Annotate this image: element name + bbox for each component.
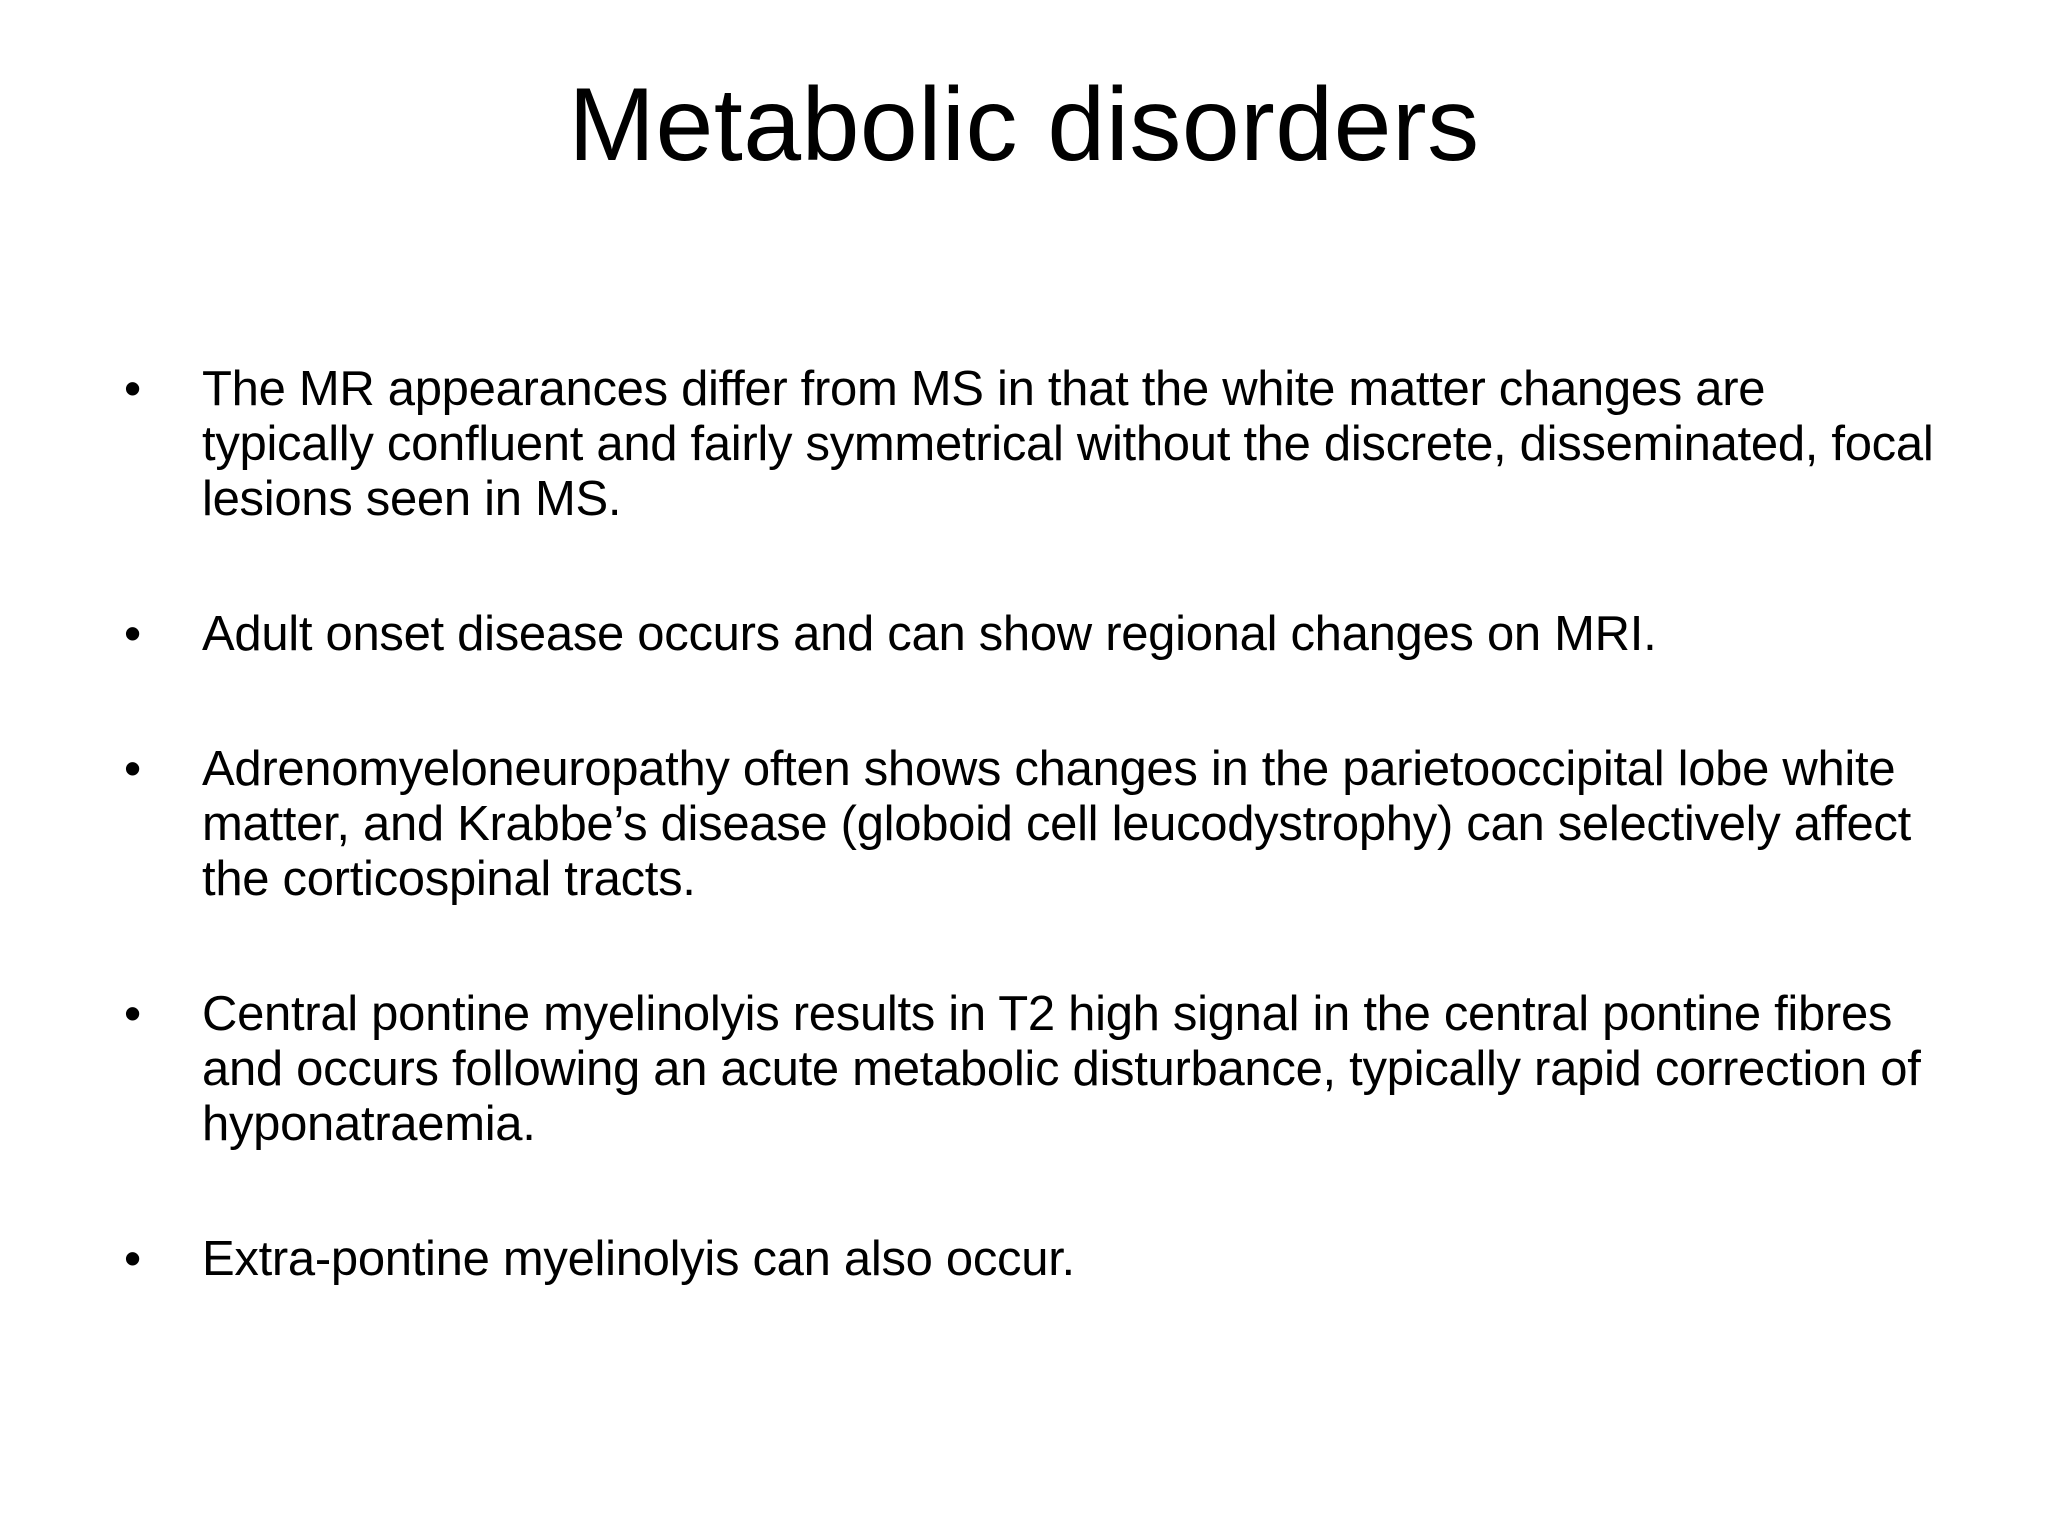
- bullet-text: Central pontine myelinolyis results in T2 high signal in the central pontine fibres and occurs following an acute metabolic disturbance, typically rapid correction of hyponatraemia.: [202, 987, 1921, 1151]
- bullet-item: [120, 1232, 1950, 1287]
- bullet-dot-icon: •: [124, 362, 141, 416]
- bullet-text: Adrenomyeloneuropathy often shows changes in the parietooccipital lobe white matter, and Krabbe’s disease (globoid cell leucodystrophy) can selectively affect the corticospinal tracts.: [202, 742, 1911, 906]
- bullet-item: [120, 362, 1950, 527]
- bullet-dot-icon: •: [124, 607, 141, 661]
- bullet-dot-icon: •: [124, 742, 141, 796]
- bullet-item: [120, 987, 1950, 1152]
- bullet-dot-icon: •: [124, 987, 141, 1041]
- bullet-list: [120, 362, 1950, 1367]
- bullet-item: [120, 607, 1950, 662]
- bullet-text: The MR appearances differ from MS in that the white matter changes are typically confluent and fairly symmetrical without the discrete, disseminated, focal lesions seen in MS.: [202, 362, 1934, 526]
- bullet-text: Adult onset disease occurs and can show regional changes on MRI.: [202, 607, 1657, 661]
- bullet-item: [120, 742, 1950, 907]
- bullet-dot-icon: •: [124, 1232, 141, 1286]
- bullet-text: Extra-pontine myelinolyis can also occur.: [202, 1232, 1075, 1286]
- slide-title: Metabolic disorders: [568, 67, 1480, 183]
